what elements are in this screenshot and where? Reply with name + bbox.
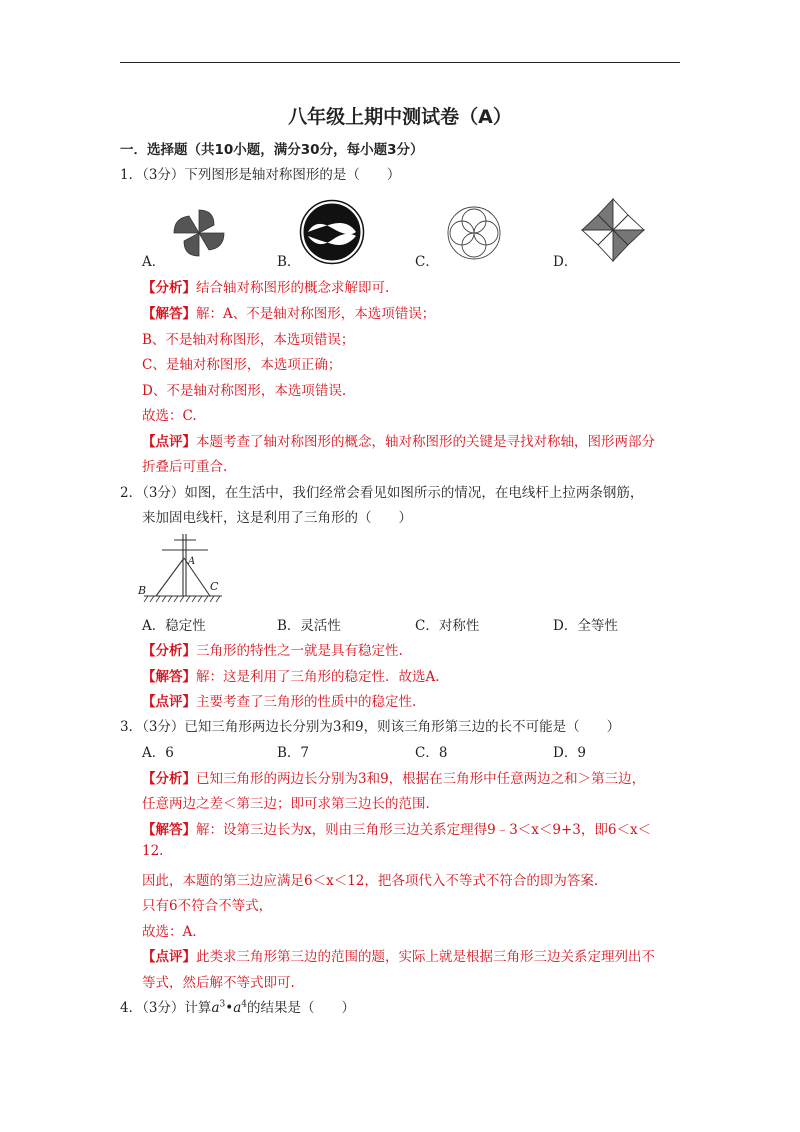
q1-answer-line-2: B、不是轴对称图形，本选项错误； bbox=[142, 332, 355, 348]
q3-answer-line-4: 只有6不符合不等式， bbox=[142, 898, 273, 914]
q4-stem: 4．（3分）计算$a^3•a^4$的结果是（ ） bbox=[120, 999, 355, 1016]
q1-option-a: A． bbox=[142, 254, 166, 270]
q1-answer-line-1: 【解答】解：A、不是轴对称图形，本选项错误； bbox=[142, 306, 436, 322]
q3-option-a: A．6 bbox=[142, 745, 174, 761]
q3-option-c: C．8 bbox=[415, 745, 448, 761]
q2-option-b: B．灵活性 bbox=[277, 618, 341, 634]
q1-choice: 故选：C. bbox=[142, 408, 197, 424]
q1-stem: 1．（3分）下列图形是轴对称图形的是（ ） bbox=[120, 167, 401, 183]
q3-answer-line-3: 因此，本题的第三边应满足6＜x＜12，把各项代入不等式不符合的即为答案. bbox=[142, 873, 599, 889]
q2-answer: 【解答】解：这是利用了三角形的稳定性．故选A. bbox=[142, 669, 440, 685]
q3-answer-line-1: 【解答】解：设第三边长为x，则由三角形三边关系定理得9﹣3＜x＜9+3，即6＜x＜ bbox=[142, 822, 652, 838]
q2-stem-line-1: 2．（3分）如图，在生活中，我们经常会看见如图所示的情况，在电线杆上拉两条钢筋， bbox=[120, 485, 644, 501]
q2-figure-label-c: C bbox=[210, 580, 219, 593]
q2-figure bbox=[138, 530, 228, 606]
q3-stem: 3．（3分）已知三角形两边长分别为3和9，则该三角形第三边的长不可能是（ ） bbox=[120, 719, 621, 735]
q1-answer-line-4: D、不是轴对称图形，本选项错误. bbox=[142, 383, 347, 399]
q2-stem-line-2: 来加固电线杆，这是利用了三角形的（ ） bbox=[142, 510, 412, 526]
q1-figure-c bbox=[446, 205, 502, 261]
q1-figure-b bbox=[300, 200, 364, 264]
q3-comment-line-1: 【点评】此类求三角形第三边的范围的题，实际上就是根据三角形三边关系定理列出不 bbox=[142, 949, 655, 965]
q3-comment-line-2: 等式，然后解不等式即可. bbox=[142, 975, 295, 991]
q2-comment: 【点评】主要考查了三角形的性质中的稳定性. bbox=[142, 694, 417, 710]
q3-choice: 故选：A. bbox=[142, 924, 197, 940]
q1-analysis: 【分析】结合轴对称图形的概念求解即可. bbox=[142, 280, 390, 296]
q1-option-d: D． bbox=[553, 254, 578, 270]
q2-option-d: D．全等性 bbox=[553, 618, 618, 634]
section-heading: 一．选择题（共10小题，满分30分，每小题3分） bbox=[120, 142, 424, 158]
q2-figure-label-b: B bbox=[138, 584, 147, 597]
q2-figure-label-a: A bbox=[188, 556, 196, 567]
q1-comment-line-1: 【点评】本题考查了轴对称图形的概念，轴对称图形的关键是寻找对称轴，图形两部分 bbox=[142, 434, 655, 450]
q3-option-b: B．7 bbox=[277, 745, 310, 761]
q2-option-c: C．对称性 bbox=[415, 618, 480, 634]
q1-option-b: B． bbox=[277, 254, 301, 270]
q1-option-c: C． bbox=[415, 254, 439, 270]
header-rule bbox=[120, 62, 680, 63]
q1-figure-d bbox=[578, 195, 648, 265]
q3-analysis-line-2: 任意两边之差＜第三边；即可求第三边长的范围. bbox=[142, 796, 430, 812]
q1-figure-a bbox=[162, 208, 236, 258]
q3-option-d: D．9 bbox=[553, 745, 586, 761]
q2-option-a: A．稳定性 bbox=[142, 618, 206, 634]
q1-answer-line-3: C、是轴对称图形，本选项正确； bbox=[142, 357, 342, 373]
q2-analysis: 【分析】三角形的特性之一就是具有稳定性. bbox=[142, 643, 403, 659]
q3-analysis-line-1: 【分析】已知三角形的两边长分别为3和9，根据在三角形中任意两边之和＞第三边， bbox=[142, 771, 646, 787]
q1-comment-line-2: 折叠后可重合. bbox=[142, 459, 228, 475]
page-title: 八年级上期中测试卷（A） bbox=[288, 106, 512, 128]
q3-answer-line-2: 12. bbox=[142, 843, 164, 859]
